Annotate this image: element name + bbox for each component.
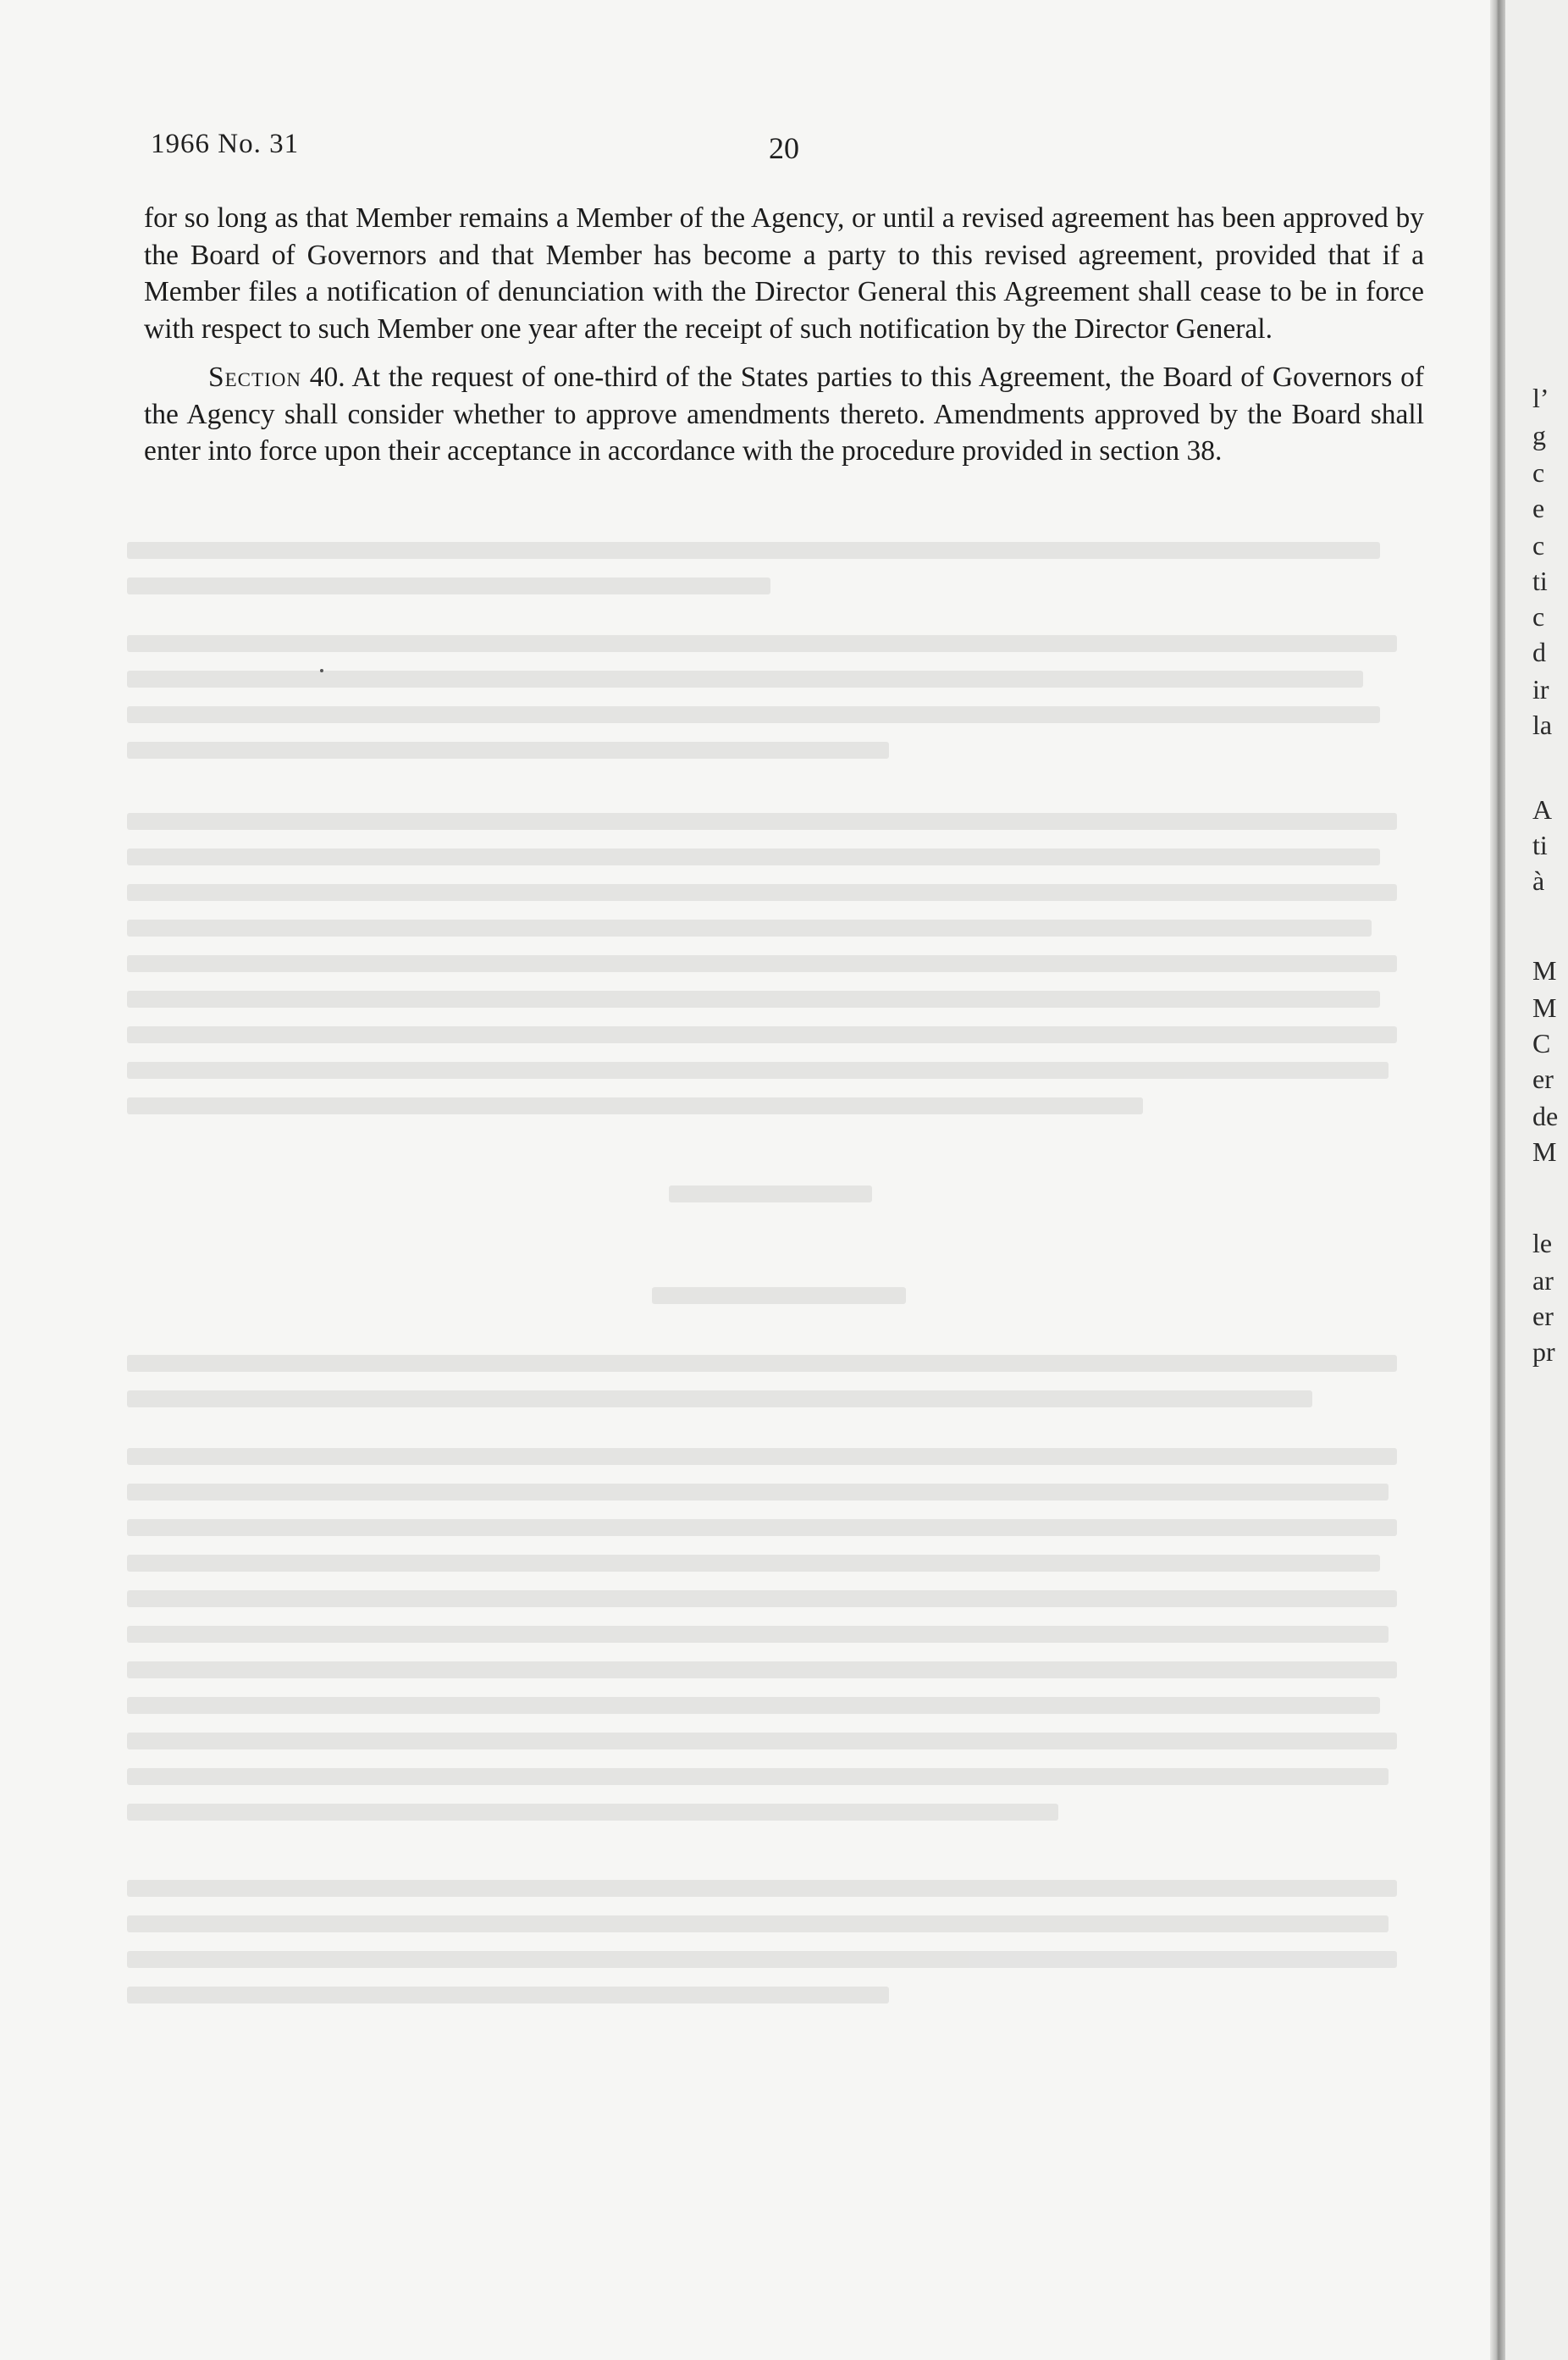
paragraph-text: for so long as that Member remains a Member of the Agency, or until a revised agreement has been approved by the Board of Governors and that Member has become a party to this revised agreement, provided that if a Member files a notification of denunciation with the Director General this Agreement shall cease to be in force with respect to such Member one year after the receipt of such notification by the Director General. — [144, 202, 1424, 345]
facing-page-fragment: ti — [1532, 566, 1548, 596]
facing-page-fragment: C — [1532, 1028, 1551, 1058]
facing-page-fragment: e — [1532, 493, 1545, 523]
paragraph-text: 40. At the request of one-third of the States parties to this Agreement, the Board of Governors of the Agency shall consider whether to approve amendments thereto. Amendments approved by the Board shall enter into force upon their acceptance in accordance with the procedure provided in section 38. — [144, 362, 1424, 467]
facing-page-fragment: g — [1532, 420, 1546, 450]
facing-page-fragment: l’ — [1532, 383, 1549, 413]
facing-page-fragment: er — [1532, 1301, 1554, 1331]
speck-mark — [320, 669, 323, 672]
facing-page-fragment: pr — [1532, 1336, 1555, 1367]
facing-page-fragment: M — [1532, 992, 1557, 1023]
facing-page-fragment: de — [1532, 1101, 1559, 1131]
show-through-text — [127, 542, 1482, 2320]
facing-page-fragment: M — [1532, 955, 1557, 986]
facing-page-fragment: ar — [1532, 1265, 1554, 1296]
paragraph-continuation — [144, 200, 1424, 347]
facing-page-fragment: le — [1532, 1228, 1553, 1258]
facing-page-fragment: d — [1532, 637, 1546, 667]
facing-page-edge — [1505, 0, 1568, 2360]
facing-page-fragment: er — [1532, 1064, 1554, 1094]
facing-page-fragment: ir — [1532, 674, 1549, 705]
facing-page-fragment: A — [1532, 794, 1553, 825]
body-text — [144, 200, 1424, 482]
section-label: Section — [208, 362, 301, 393]
facing-page-fragment: à — [1532, 865, 1545, 896]
facing-page-fragment: la — [1532, 710, 1553, 740]
facing-page-fragment: M — [1532, 1136, 1557, 1167]
facing-page-fragment: ti — [1532, 830, 1548, 860]
paragraph-section-40 — [144, 359, 1424, 470]
facing-page-fragment: c — [1532, 457, 1545, 488]
page-number: 20 — [769, 131, 799, 165]
book-gutter — [1490, 0, 1505, 2360]
running-header — [151, 129, 1421, 171]
facing-page-fragment: c — [1532, 601, 1545, 632]
running-title: 1966 No. 31 — [151, 129, 300, 159]
facing-page-fragment: c — [1532, 530, 1545, 561]
